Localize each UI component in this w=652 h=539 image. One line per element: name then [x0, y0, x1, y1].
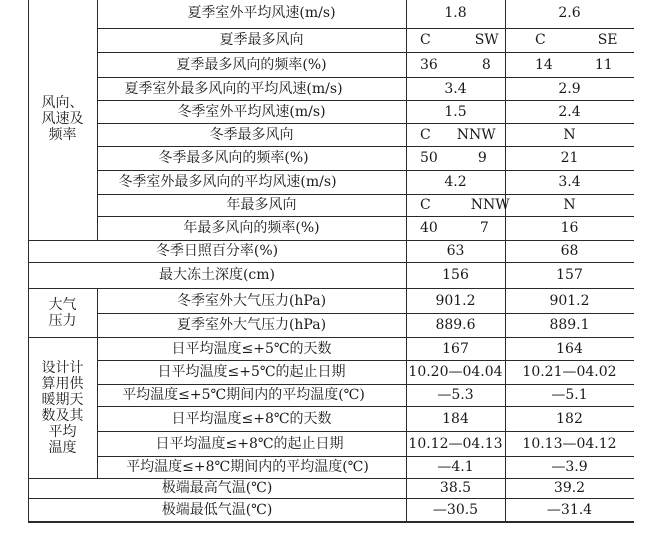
row-label: 极端最高气温(℃) — [161, 480, 273, 496]
value-a-cell: —30.5 — [432, 501, 479, 518]
value-b-cell: 2.9 — [558, 80, 581, 97]
value-a-part: 36 — [420, 56, 438, 73]
row-label: 最大冻土深度(cm) — [158, 267, 276, 283]
category-label-wind — [28, 0, 97, 240]
value-b-part: SE — [597, 32, 618, 48]
value-a-cell: 3.4 — [444, 80, 467, 97]
value-b-cell: 2.4 — [558, 103, 581, 120]
value-a-cell: 10.12—04.13 — [408, 435, 503, 452]
value-a-cell: —4.1 — [437, 459, 474, 475]
value-a-part: SW — [474, 32, 499, 48]
value-b-cell — [505, 52, 634, 77]
category-label-line: 温度 — [48, 439, 77, 456]
value-a-part: 50 — [420, 150, 438, 166]
row-label: 平均温度≤+8℃期间内的平均温度(℃) — [126, 459, 369, 475]
value-b-cell: 10.13—04.12 — [522, 435, 617, 452]
category-label-line: 风速及 — [41, 111, 84, 127]
value-b-part: 14 — [535, 56, 553, 73]
value-b-cell: —3.9 — [551, 459, 588, 475]
row-label: 极端最低气温(℃) — [161, 501, 273, 518]
row-label: 日平均温度≤+5℃的天数 — [171, 340, 332, 357]
value-a-cell: 38.5 — [439, 480, 472, 496]
value-a-cell — [406, 216, 505, 240]
value-a-cell: 156 — [442, 267, 469, 283]
row-label: 日平均温度≤+8℃的起止日期 — [155, 435, 344, 452]
value-a-cell: 889.6 — [435, 317, 476, 333]
value-b-cell: 16 — [560, 220, 579, 236]
row-label: 冬季日照百分率(%) — [155, 243, 279, 259]
value-a-cell: 901.2 — [435, 292, 476, 309]
value-a-part: 9 — [477, 150, 487, 166]
row-label: 日平均温度≤+5℃的起止日期 — [157, 364, 346, 380]
value-b-cell: —5.1 — [551, 387, 588, 403]
category-label-pressure — [28, 288, 97, 337]
category-label-line: 算用供 — [41, 375, 84, 392]
row-label: 冬季室外最多风向的平均风速(m/s) — [118, 174, 337, 190]
value-b-cell: 901.2 — [549, 292, 590, 309]
value-b-cell: 21 — [560, 150, 579, 166]
value-a-cell — [406, 123, 505, 146]
value-b-cell — [505, 28, 634, 52]
row-label: 冬季室外平均风速(m/s) — [177, 103, 326, 120]
value-a-part: C — [420, 126, 431, 143]
value-b-cell: 164 — [556, 340, 583, 357]
value-b-cell: 182 — [556, 410, 583, 427]
value-b-cell: —31.4 — [546, 501, 593, 518]
value-a-cell: 4.2 — [444, 174, 467, 190]
value-b-part: 11 — [594, 56, 613, 73]
row-label: 夏季室外平均风速(m/s) — [187, 5, 336, 21]
value-b-cell: 3.4 — [558, 174, 581, 190]
value-a-cell — [406, 194, 510, 216]
value-a-cell: 10.20—04.04 — [408, 364, 503, 380]
value-b-cell: 39.2 — [553, 480, 586, 496]
value-b-cell: 157 — [556, 267, 583, 283]
row-label: 夏季最多风向 — [219, 32, 304, 48]
row-label: 冬季最多风向的频率(%) — [158, 150, 309, 166]
value-a-cell — [406, 28, 505, 52]
value-a-cell: 1.5 — [444, 103, 467, 120]
value-a-cell: —5.3 — [437, 387, 474, 403]
value-a-part: C — [420, 32, 431, 48]
category-label-line: 暖期天 — [41, 391, 84, 408]
value-a-part: NNW — [456, 126, 496, 143]
category-label-line: 平均 — [48, 423, 77, 440]
value-a-cell: 184 — [442, 410, 469, 427]
value-a-part: NNW — [470, 197, 510, 213]
value-b-cell: 10.21—04.02 — [522, 364, 617, 380]
row-label: 冬季室外大气压力(hPa) — [176, 292, 327, 309]
value-a-part: 8 — [481, 56, 491, 73]
value-a-cell: 63 — [446, 243, 465, 259]
value-a-cell — [406, 52, 505, 77]
row-label: 年最多风向的频率(%) — [183, 220, 320, 236]
category-label-line: 风向、 — [41, 95, 84, 111]
row-label: 夏季最多风向的频率(%) — [176, 56, 327, 73]
category-label-line: 频率 — [48, 127, 77, 143]
value-b-cell: 889.1 — [549, 317, 590, 333]
category-label-heating — [28, 337, 97, 478]
row-label: 冬季最多风向 — [209, 126, 294, 143]
value-a-part: 40 — [420, 220, 438, 236]
category-label-line: 压力 — [48, 312, 77, 329]
value-b-part: C — [535, 32, 546, 48]
category-label-line: 设计计 — [41, 359, 84, 376]
value-a-cell: 167 — [442, 340, 469, 357]
row-label: 平均温度≤+5℃期间内的平均温度(℃) — [122, 387, 365, 403]
category-label-line: 数及其 — [41, 407, 84, 424]
row-label: 夏季室外大气压力(hPa) — [176, 317, 327, 333]
category-label-line: 大气 — [48, 296, 77, 313]
value-b-cell: N — [563, 126, 576, 143]
value-a-part: C — [420, 197, 431, 213]
value-a-cell: 1.8 — [444, 5, 467, 21]
value-b-cell: 2.6 — [558, 5, 581, 21]
row-label: 日平均温度≤+8℃的天数 — [171, 410, 332, 427]
row-label: 年最多风向 — [226, 197, 297, 213]
value-a-cell — [406, 146, 505, 170]
row-label: 夏季室外最多风向的平均风速(m/s) — [124, 80, 343, 97]
value-b-cell: 68 — [560, 243, 579, 259]
value-b-cell: N — [563, 197, 576, 213]
row-rule — [28, 521, 634, 523]
value-a-part: 7 — [479, 220, 489, 236]
